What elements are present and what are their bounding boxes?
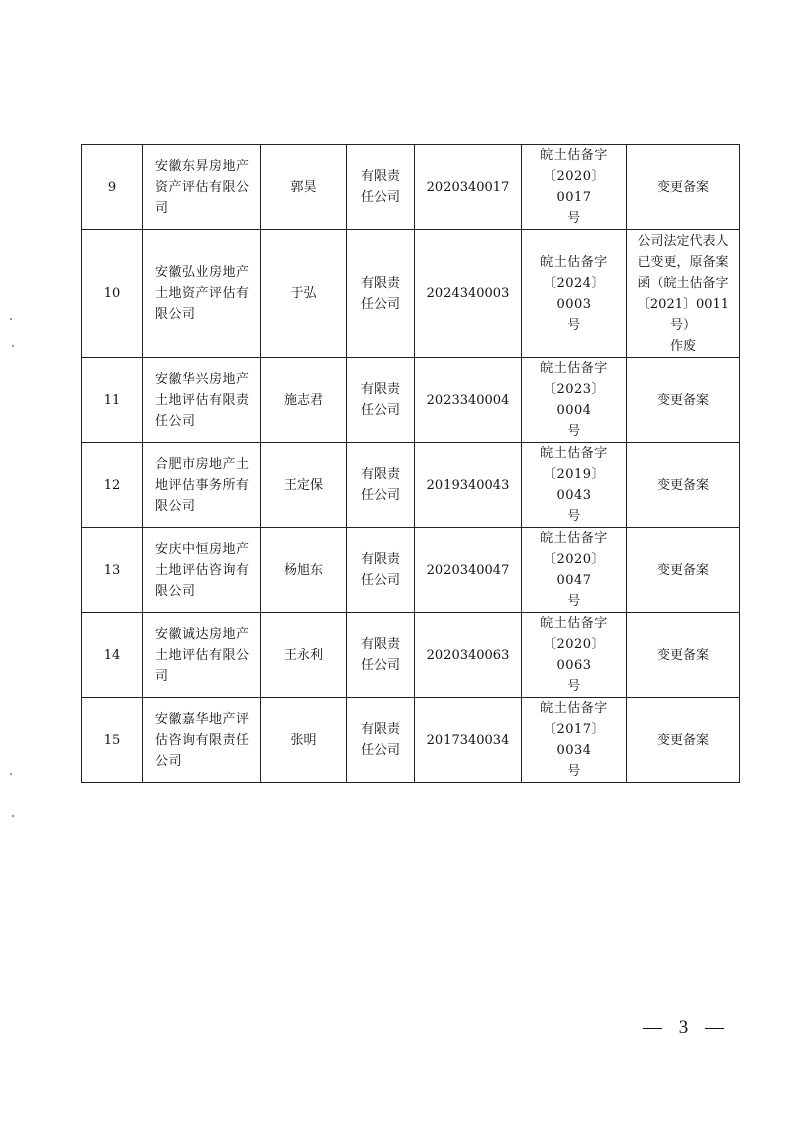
registration-number: 2024340003	[415, 230, 522, 358]
table-row	[82, 528, 740, 613]
record-number-line: 号	[567, 679, 581, 694]
company-name-line: 限公司	[155, 498, 196, 514]
company-type	[347, 443, 415, 528]
record-number-line: 号	[567, 594, 581, 609]
company-name	[143, 613, 261, 698]
legal-representative: 王永利	[261, 613, 347, 698]
record-number-line: 皖土估备字	[540, 446, 608, 461]
record-number	[522, 528, 627, 613]
remark	[627, 528, 740, 613]
company-name	[143, 358, 261, 443]
registration-number: 2023340004	[415, 358, 522, 443]
scan-speck	[10, 773, 12, 775]
record-number-line: 〔2023〕0004	[542, 382, 606, 418]
company-name-line: 安徽嘉华地产评	[155, 711, 250, 727]
company-name-line: 安徽华兴房地产	[155, 371, 250, 387]
remark-line: 已变更，原备案	[637, 254, 729, 270]
registration-number: 2020340063	[415, 613, 522, 698]
company-type-line: 任公司	[360, 573, 400, 588]
record-number	[522, 230, 627, 358]
remark	[627, 698, 740, 783]
company-type-line: 任公司	[360, 743, 400, 758]
record-number-line: 皖土估备字	[540, 616, 608, 631]
row-number: 10	[82, 230, 143, 358]
company-type-line: 任公司	[360, 658, 400, 673]
company-type	[347, 358, 415, 443]
company-type	[347, 613, 415, 698]
table-row	[82, 698, 740, 783]
record-number-line: 〔2020〕0063	[542, 637, 606, 673]
company-type-line: 任公司	[360, 190, 400, 205]
row-number: 15	[82, 698, 143, 783]
company-name	[143, 528, 261, 613]
record-number	[522, 145, 627, 230]
record-number-line: 〔2024〕0003	[542, 275, 606, 312]
company-name-line: 安徽弘业房地产	[155, 265, 250, 280]
remark	[627, 358, 740, 443]
company-name	[143, 230, 261, 358]
row-number: 12	[82, 443, 143, 528]
company-name-line: 地评估事务所有	[155, 477, 250, 493]
company-type-line: 有限责	[360, 382, 400, 397]
legal-representative: 郭昊	[261, 145, 347, 230]
company-name-line: 安庆中恒房地产	[155, 541, 250, 557]
company-name-line: 合肥市房地产土	[155, 456, 250, 472]
legal-representative: 于弘	[261, 230, 347, 358]
page-number: — 3 —	[643, 1017, 730, 1038]
company-name-line: 司	[155, 200, 169, 216]
table-row	[82, 358, 740, 443]
record-number-line: 号	[567, 424, 581, 439]
remark	[627, 230, 740, 358]
record-number	[522, 358, 627, 443]
company-type-line: 有限责	[360, 275, 400, 291]
remark-line: 变更备案	[656, 477, 709, 493]
company-name-line: 司	[155, 668, 169, 684]
registration-number: 2017340034	[415, 698, 522, 783]
remark-line: 变更备案	[656, 647, 709, 663]
record-number-line: 皖土估备字	[540, 254, 608, 270]
company-type	[347, 698, 415, 783]
company-name-line: 资产评估有限公	[155, 179, 250, 195]
company-type-line: 有限责	[360, 467, 400, 482]
record-number-line: 皖土估备字	[540, 531, 608, 546]
record-number-line: 〔2017〕0034	[542, 722, 606, 758]
record-number	[522, 698, 627, 783]
company-name	[143, 698, 261, 783]
registration-number: 2020340047	[415, 528, 522, 613]
company-name-line: 安徽东昇房地产	[155, 158, 250, 174]
table-row	[82, 443, 740, 528]
row-number: 11	[82, 358, 143, 443]
record-number-line: 号	[567, 764, 581, 779]
company-name-line: 安徽诚达房地产	[155, 626, 250, 642]
record-number-line: 〔2020〕0047	[542, 552, 606, 588]
registration-number: 2020340017	[415, 145, 522, 230]
company-name-line: 土地评估有限公	[155, 647, 250, 663]
scan-speck	[12, 345, 14, 347]
remark	[627, 145, 740, 230]
record-number-line: 〔2020〕0017	[542, 169, 606, 205]
legal-representative: 张明	[261, 698, 347, 783]
table-row	[82, 613, 740, 698]
company-type-line: 有限责	[360, 169, 400, 184]
remark-line: 变更备案	[656, 179, 709, 195]
registration-table	[81, 144, 740, 783]
company-name-line: 限公司	[155, 307, 196, 322]
remark-line: 函（皖土估备字	[637, 275, 729, 291]
company-name	[143, 443, 261, 528]
record-number-line: 皖土估备字	[540, 148, 608, 163]
company-type	[347, 230, 415, 358]
company-name-line: 土地资产评估有	[155, 286, 250, 301]
record-number-line: 号	[567, 509, 581, 524]
table-row	[82, 230, 740, 358]
remark-line: 〔2021〕0011号）	[636, 296, 730, 333]
row-number: 13	[82, 528, 143, 613]
record-number-line: 号	[567, 317, 581, 333]
scan-speck	[12, 815, 14, 817]
record-number-line: 〔2019〕0043	[542, 467, 606, 503]
company-type-line: 有限责	[360, 552, 400, 567]
company-name-line: 土地评估咨询有	[155, 562, 250, 578]
row-number: 9	[82, 145, 143, 230]
table-row	[82, 145, 740, 230]
company-type-line: 任公司	[360, 403, 400, 418]
table-body	[82, 145, 740, 783]
legal-representative: 王定保	[261, 443, 347, 528]
company-type-line: 任公司	[360, 296, 400, 312]
company-name-line: 估咨询有限责任	[155, 732, 250, 748]
remark	[627, 613, 740, 698]
record-number	[522, 443, 627, 528]
company-type-line: 有限责	[360, 722, 400, 737]
remark-line: 公司法定代表人	[637, 233, 729, 249]
row-number: 14	[82, 613, 143, 698]
company-type	[347, 145, 415, 230]
company-name-line: 限公司	[155, 583, 196, 599]
registration-number: 2019340043	[415, 443, 522, 528]
company-name-line: 土地评估有限责	[155, 392, 250, 408]
legal-representative: 施志君	[261, 358, 347, 443]
company-type-line: 有限责	[360, 637, 400, 652]
record-number-line: 皖土估备字	[540, 361, 608, 376]
legal-representative: 杨旭东	[261, 528, 347, 613]
record-number	[522, 613, 627, 698]
company-type-line: 任公司	[360, 488, 400, 503]
scan-speck	[10, 318, 12, 320]
remark-line: 变更备案	[656, 732, 709, 748]
company-name	[143, 145, 261, 230]
remark-line: 变更备案	[656, 392, 709, 408]
company-name-line: 公司	[155, 753, 183, 769]
company-name-line: 任公司	[155, 413, 196, 429]
remark-line: 变更备案	[656, 562, 709, 578]
record-number-line: 皖土估备字	[540, 701, 608, 716]
record-number-line: 号	[567, 211, 581, 226]
remark	[627, 443, 740, 528]
remark-line: 作废	[669, 338, 696, 354]
company-type	[347, 528, 415, 613]
